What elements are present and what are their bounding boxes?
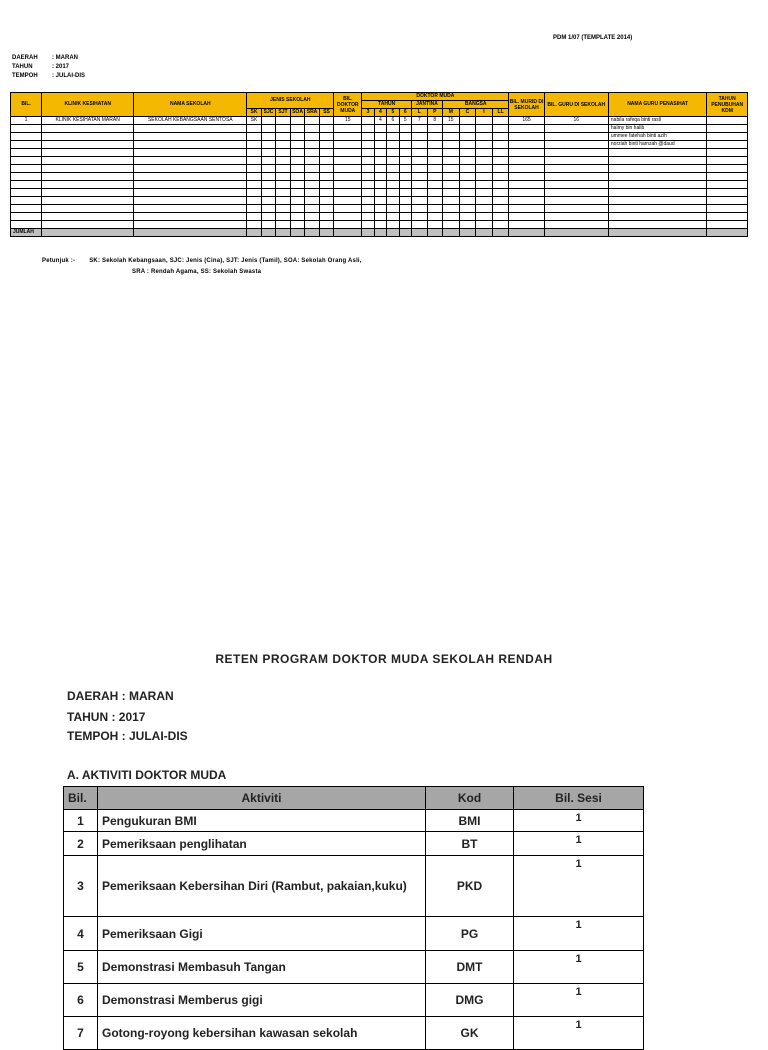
- cell-guru-name: halmy bin halib: [608, 125, 706, 133]
- col-header-bangsa: BANGSA: [443, 101, 509, 109]
- table-row: [11, 125, 748, 133]
- petunjuk-line-1: [42, 258, 362, 264]
- col-header-bil-guru: BIL. GURU DI SEKOLAH: [544, 93, 608, 117]
- col-header-i: I: [476, 109, 493, 117]
- activity-kod: GK: [426, 1017, 514, 1050]
- table-row: [11, 221, 748, 229]
- meta-label: DAERAH: [12, 55, 38, 61]
- activity-table: [63, 786, 644, 1050]
- table-row: [11, 149, 748, 157]
- cell-murid: 165: [509, 117, 544, 125]
- col-header-c: C: [459, 109, 476, 117]
- section-a-heading: A. AKTIVITI DOKTOR MUDA: [67, 768, 227, 782]
- cell-sekolah: SEKOLAH KEBANGSAAN SENTOSA: [134, 117, 247, 125]
- cell-guru-name: norziah binti hamzah @daud: [608, 141, 706, 149]
- col-header-m: M: [443, 109, 460, 117]
- cell-guru-name: ummee fatehah binti azih: [608, 133, 706, 141]
- activity-kod: DMT: [426, 951, 514, 984]
- meta-tahun: [12, 64, 69, 70]
- table-row: [11, 157, 748, 165]
- activity-name: Pemeriksaan penglihatan: [98, 832, 426, 856]
- cell-m: 15: [443, 117, 460, 125]
- col-header-l: L: [411, 109, 427, 117]
- activity-sesi: 1: [514, 832, 644, 856]
- activity-bil: 3: [64, 856, 98, 917]
- report-tempoh: TEMPOH : JULAI-DIS: [67, 729, 188, 743]
- col-header-sjt: SJT: [276, 109, 291, 117]
- meta-value: : JULAI-DIS: [52, 73, 85, 79]
- col-header-tahun-3: 3: [362, 109, 374, 117]
- cell-guru: 16: [544, 117, 608, 125]
- activity-bil: 1: [64, 810, 98, 832]
- col-header-klinik: KLINIK KESIHATAN: [42, 93, 134, 117]
- cell-bil: 1: [11, 117, 42, 125]
- activity-name: Demonstrasi Membasuh Tangan: [98, 951, 426, 984]
- col-header-tahun-6: 6: [399, 109, 411, 117]
- activity-bil: 4: [64, 917, 98, 951]
- col-header-ll: LL: [492, 109, 509, 117]
- col-header-nama-guru: NAMA GURU PENASIHAT: [608, 93, 706, 117]
- table-row: [11, 165, 748, 173]
- school-summary-table: [10, 92, 748, 237]
- table-row: [64, 810, 644, 832]
- activity-bil: 6: [64, 984, 98, 1017]
- table-row: [11, 117, 748, 125]
- col-header-sk: SK: [247, 109, 262, 117]
- meta-tempoh: [12, 73, 85, 79]
- cell-tahun-6: 5: [399, 117, 411, 125]
- activity-sesi: 1: [514, 856, 644, 917]
- meta-value: : MARAN: [52, 55, 78, 61]
- table-row: [11, 181, 748, 189]
- col-header-jenis: JENIS SEKOLAH: [247, 93, 334, 109]
- activity-name: Gotong-royong kebersihan kawasan sekolah: [98, 1017, 426, 1050]
- activity-kod: BT: [426, 832, 514, 856]
- activity-name: Demonstrasi Memberus gigi: [98, 984, 426, 1017]
- cell-bil-doktor: 15: [334, 117, 362, 125]
- report-title: RETEN PROGRAM DOKTOR MUDA SEKOLAH RENDAH: [215, 652, 553, 666]
- table-row: [64, 832, 644, 856]
- activity-kod: PKD: [426, 856, 514, 917]
- meta-daerah: [12, 55, 78, 61]
- activity-sesi: 1: [514, 951, 644, 984]
- activity-name: Pengukuran BMI: [98, 810, 426, 832]
- cell-l: 7: [411, 117, 427, 125]
- activity-kod: DMG: [426, 984, 514, 1017]
- meta-value: : 2017: [52, 64, 70, 70]
- meta-label: TEMPOH: [12, 73, 38, 79]
- table-row: [11, 189, 748, 197]
- activity-name: Pemeriksaan Gigi: [98, 917, 426, 951]
- report-tahun: TAHUN : 2017: [67, 710, 146, 724]
- col-header-soa: SOA: [292, 109, 303, 115]
- col-header-aktiviti: Aktiviti: [98, 787, 426, 810]
- col-header-sra: SRA: [306, 109, 318, 115]
- table-row: [64, 984, 644, 1017]
- activity-sesi: 1: [514, 1017, 644, 1050]
- col-header-bil-doktor: BIL. DOKTOR MUDA: [334, 93, 362, 117]
- cell-jenis-sk: SK: [247, 117, 262, 125]
- petunjuk-label: Petunjuk :-: [42, 258, 76, 264]
- activity-name: Pemeriksaan Kebersihan Diri (Rambut, pakaian,kuku): [98, 856, 426, 917]
- table-row: [11, 197, 748, 205]
- form-code: PDM 1/07 (TEMPLATE 2014): [553, 35, 633, 41]
- table-row: [64, 1017, 644, 1050]
- table-row: [64, 856, 644, 917]
- col-header-bil: Bil.: [64, 787, 98, 810]
- table-row: [11, 133, 748, 141]
- activity-sesi: 1: [514, 810, 644, 832]
- jumlah-label: JUMLAH: [11, 229, 42, 237]
- col-header-bil-murid: BIL. MURID DI SEKOLAH: [509, 93, 544, 117]
- activity-sesi: 1: [514, 917, 644, 951]
- cell-tahun-4: 4: [374, 117, 386, 125]
- activity-kod: PG: [426, 917, 514, 951]
- col-header-p: P: [427, 109, 443, 117]
- total-row: [11, 229, 748, 237]
- table-row: [11, 141, 748, 149]
- col-header-sesi: Bil. Sesi: [514, 787, 644, 810]
- col-header-tahun: TAHUN: [362, 101, 412, 109]
- cell-p: 8: [427, 117, 443, 125]
- table-row: [64, 951, 644, 984]
- col-header-ss: SS: [319, 109, 334, 117]
- table-row: [11, 173, 748, 181]
- activity-sesi: 1: [514, 984, 644, 1017]
- activity-kod: BMI: [426, 810, 514, 832]
- activity-bil: 7: [64, 1017, 98, 1050]
- col-header-sjc: SJC: [261, 109, 276, 117]
- col-header-kod: Kod: [426, 787, 514, 810]
- table-row: [11, 205, 748, 213]
- cell-tahun-5: 6: [387, 117, 399, 125]
- table-row: [11, 213, 748, 221]
- col-header-nama-sekolah: NAMA SEKOLAH: [134, 93, 247, 117]
- petunjuk-text-2: SRA : Rendah Agama, SS: Sekolah Swasta: [132, 269, 262, 275]
- col-header-tahun-5: 5: [387, 109, 399, 117]
- col-header-tahun-4: 4: [374, 109, 386, 117]
- report-daerah: DAERAH : MARAN: [67, 689, 174, 703]
- col-header-tahun-penubuhan: TAHUN PENUBUHAN KDM: [707, 93, 748, 117]
- col-header-bil: BIL.: [11, 93, 42, 117]
- col-header-jantina: JANTINA: [411, 101, 442, 109]
- petunjuk-text-1: SK: Sekolah Kebangsaan, SJC: Jenis (Cina), SJT: Jenis (Tamil), SOA: Sekolah Orang Asli,: [89, 258, 362, 264]
- cell-klinik: KLINIK KESIHATAN MARAN: [42, 117, 134, 125]
- col-header-doktor-muda: DOKTOR MUDA: [362, 93, 509, 101]
- activity-bil: 2: [64, 832, 98, 856]
- activity-bil: 5: [64, 951, 98, 984]
- table-row: [64, 917, 644, 951]
- cell-guru-name: nabila rafeqa binti rasli: [608, 117, 706, 125]
- meta-label: TAHUN: [12, 64, 33, 70]
